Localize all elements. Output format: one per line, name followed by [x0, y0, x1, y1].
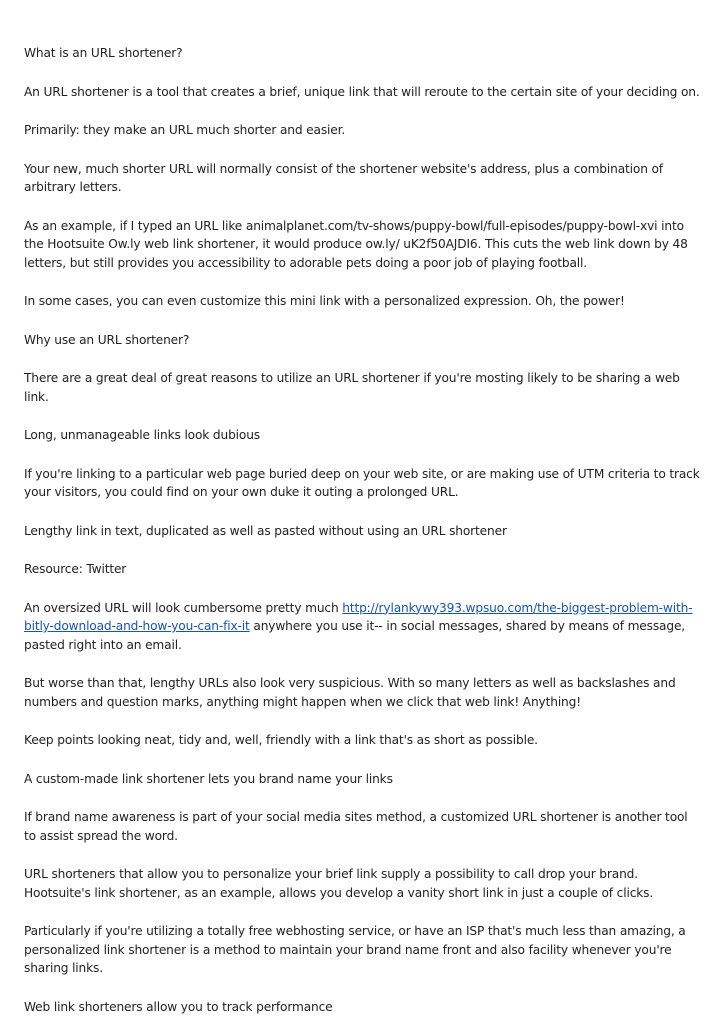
paragraph-heading-what-is: What is an URL shortener? [24, 46, 183, 60]
article-link[interactable]: http://rylankywy393.wpsuo.com/the-biggest-problem-with-bitly-download-and-how-you-can-fix-it [24, 600, 693, 633]
paragraph-customize: In some cases, you can even customize this mini link with a personalized expression. Oh, the power! [24, 294, 625, 308]
paragraph-heading-track: Web link shorteners allow you to track performance [24, 999, 333, 1014]
paragraph-keep-neat: Keep points looking neat, tidy and, well, friendly with a link that's as short as possible. [24, 733, 538, 747]
paragraph-free-hosting: Particularly if you're utilizing a totally free webhosting service, or have an ISP that's much less than amazing, a personalized link shortener is a method to maintain your brand name front and also facility whenever you're sharing links. [24, 924, 686, 975]
paragraph-linking: If you're linking to a particular web page buried deep on your web site, or are making use of UTM criteria to track your visitors, you could find on your own duke it outing a prolonged URL. [24, 466, 700, 499]
paragraph-brand-awareness: If brand name awareness is part of your social media sites method, a customized URL shortener is another tool to assist spread the word. [24, 810, 688, 843]
paragraph-suspicious: But worse than that, lengthy URLs also look very suspicious. With so many letters as well as backslashes and numbers and question marks, anything might happen when we click that web link! Anything! [24, 676, 676, 709]
paragraph-oversized-url [24, 599, 700, 655]
paragraph-new-url: Your new, much shorter URL will normally consist of the shortener website's address, plus a combination of arbitrary letters. [24, 161, 663, 194]
paragraph-heading-why-use: Why use an URL shortener? [24, 332, 190, 347]
paragraph-text-after-link: anywhere you use it-- in social messages, shared by means of message, pasted right into an email. [24, 619, 686, 652]
paragraph-example: As an example, if I typed an URL like animalplanet.com/tv-shows/puppy-bowl/full-episodes/puppy-bowl-xvi into the Hootsuite Ow.ly web link shortener, it would produce ow.ly/ uK2f50AJDI6. This cuts the web link down by 48 letters, but still provides you accessibility to adorable pets doing a poor job of playing football. [24, 218, 688, 270]
paragraph-reasons: There are a great deal of great reasons to utilize an URL shortener if you're mosting likely to be sharing a web link. [24, 371, 680, 404]
paragraph-definition: An URL shortener is a tool that creates a brief, unique link that will reroute to the certain site of your deciding on. [24, 84, 700, 99]
paragraph-heading-brand: A custom-made link shortener lets you brand name your links [24, 771, 393, 786]
paragraph-personalize: URL shorteners that allow you to personalize your brief link supply a possibility to call drop your brand. Hootsuite's link shortener, as an example, allows you develop a vanity short link in just a couple of clicks. [24, 867, 654, 900]
paragraph-heading-long-links: Long, unmanageable links look dubious [24, 428, 260, 442]
paragraph-text-before-link: An oversized URL will look cumbersome pretty much [24, 600, 343, 615]
paragraph-resource: Resource: Twitter [24, 562, 127, 576]
paragraph-primarily: Primarily: they make an URL much shorter and easier. [24, 123, 346, 137]
paragraph-lengthy-link-caption: Lengthy link in text, duplicated as well as pasted without using an URL shortener [24, 523, 507, 538]
